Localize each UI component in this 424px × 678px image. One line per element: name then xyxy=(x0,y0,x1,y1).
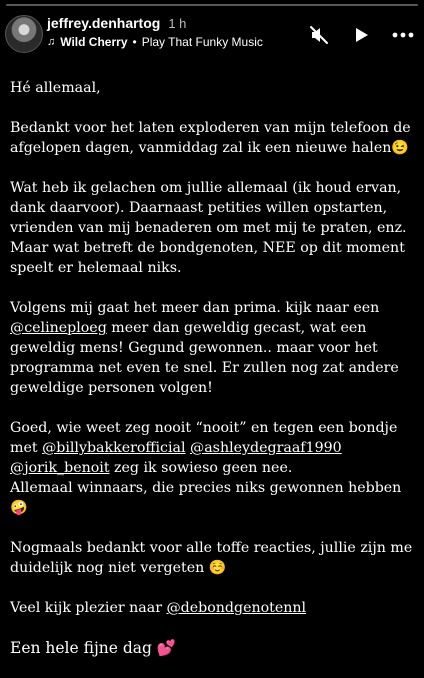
more-icon xyxy=(392,32,414,38)
text-segment: Veel kijk plezier naar xyxy=(10,600,167,616)
text-segment: zeg ik sowieso geen nee. xyxy=(109,460,293,476)
mention-debondgenotennl[interactable]: @debondgenotennl xyxy=(166,600,307,616)
paragraph-reactions: Nogmaals bedankt voor alle toffe reacties, jullie zijn me duidelijk nog niet vergeten ☺️ xyxy=(10,540,413,576)
farewell: Een hele fijne dag 💕 xyxy=(10,639,177,657)
song-info[interactable] xyxy=(47,35,297,49)
mention-jorik-benoit[interactable]: @jorik_benoit xyxy=(10,460,110,476)
more-button[interactable] xyxy=(392,24,414,46)
song-separator: • xyxy=(132,35,137,49)
greeting: Hé allemaal, xyxy=(10,80,101,96)
story-text xyxy=(10,78,418,678)
mention-ashleydegraaf1990[interactable]: @ashleydegraaf1990 xyxy=(190,440,342,456)
play-button[interactable] xyxy=(350,24,372,46)
paragraph-bondje xyxy=(10,418,418,518)
song-subtitle: Play That Funky Music xyxy=(141,35,263,49)
text-segment: Goed, wie weet zeg nooit “nooit” en tegen een bondje met xyxy=(10,420,398,456)
avatar[interactable] xyxy=(5,15,43,53)
play-icon xyxy=(352,26,370,44)
story-meta xyxy=(47,15,297,49)
story-header xyxy=(0,10,424,58)
paragraph-celine xyxy=(10,298,418,398)
music-note-icon: ♫ xyxy=(47,36,56,48)
mention-celineploeg[interactable]: @celineploeg xyxy=(10,320,107,336)
story-progress-bar xyxy=(6,4,418,6)
mention-billybakkerofficial[interactable]: @billybakkerofficial xyxy=(42,440,186,456)
mute-button[interactable] xyxy=(308,24,330,46)
mute-icon xyxy=(309,25,329,45)
paragraph-laughed: Wat heb ik gelachen om jullie allemaal (ik houd ervan, dank daarvoor). Daarnaast petities willen opstarten, vrienden van mij benaderen om met mij te praten, enz. Maar wat betreft de bondgenoten, NEE op dit moment speelt er helemaal niks. xyxy=(10,180,407,276)
username[interactable]: jeffrey.denhartog xyxy=(47,15,161,31)
text-segment: Volgens mij gaat het meer dan prima. kijk naar een xyxy=(10,300,380,316)
paragraph-thanks: Bedankt voor het laten exploderen van mijn telefoon de afgelopen dagen, vanmiddag zal ik een nieuwe halen😉 xyxy=(10,120,411,156)
paragraph-watch xyxy=(10,598,418,618)
text-segment: Allemaal winnaars, die precies niks gewonnen hebben🤪 xyxy=(10,480,402,516)
song-title: Wild Cherry xyxy=(60,35,128,49)
post-time: 1 h xyxy=(168,16,187,31)
text-segment: meer dan geweldig gecast, wat een geweldig mens! Gegund gewonnen.. maar voor het programma net even te snel. Er zullen nog zat andere geweldige personen volgen! xyxy=(10,320,399,396)
